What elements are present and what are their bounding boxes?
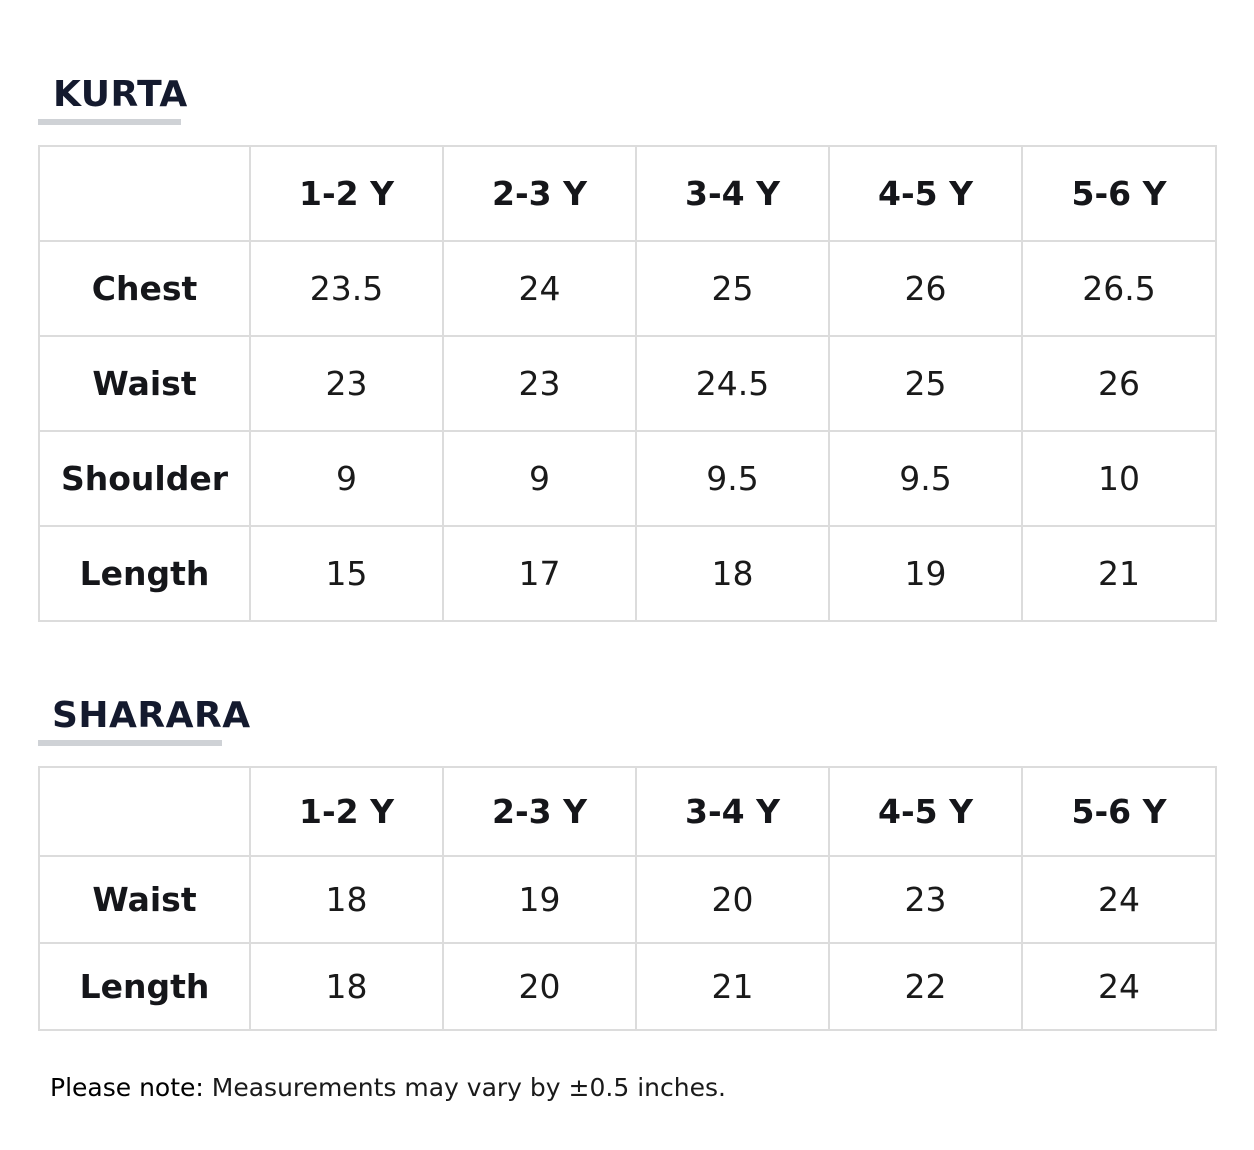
kurta-row-label: Waist xyxy=(39,336,250,431)
kurta-size-table xyxy=(38,145,1217,622)
sharara-size-header: 2-3 Y xyxy=(443,767,636,856)
kurta-header-row xyxy=(39,146,1216,241)
kurta-corner-cell xyxy=(39,146,250,241)
kurta-cell: 26 xyxy=(829,241,1022,336)
note-label: Please note: xyxy=(50,1073,204,1102)
kurta-title-underline xyxy=(38,119,181,125)
kurta-cell: 9 xyxy=(250,431,443,526)
kurta-cell: 15 xyxy=(250,526,443,621)
sharara-cell: 21 xyxy=(636,943,829,1030)
sharara-cell: 19 xyxy=(443,856,636,943)
sharara-cell: 18 xyxy=(250,856,443,943)
kurta-section-title: KURTA xyxy=(53,74,188,115)
kurta-cell: 19 xyxy=(829,526,1022,621)
kurta-cell: 10 xyxy=(1022,431,1216,526)
sharara-cell: 18 xyxy=(250,943,443,1030)
kurta-cell: 18 xyxy=(636,526,829,621)
kurta-cell: 23 xyxy=(443,336,636,431)
sharara-title-underline xyxy=(38,740,222,746)
kurta-cell: 24.5 xyxy=(636,336,829,431)
kurta-row-label: Shoulder xyxy=(39,431,250,526)
kurta-cell: 23 xyxy=(250,336,443,431)
kurta-row-chest xyxy=(39,241,1216,336)
note-text: Measurements may vary by ±0.5 inches. xyxy=(203,1073,726,1102)
kurta-size-header: 4-5 Y xyxy=(829,146,1022,241)
sharara-section-title: SHARARA xyxy=(52,695,251,736)
kurta-size-header: 1-2 Y xyxy=(250,146,443,241)
kurta-cell: 24 xyxy=(443,241,636,336)
sharara-size-header: 5-6 Y xyxy=(1022,767,1216,856)
kurta-row-label: Length xyxy=(39,526,250,621)
sharara-row-label: Waist xyxy=(39,856,250,943)
kurta-cell: 26.5 xyxy=(1022,241,1216,336)
sharara-size-header: 4-5 Y xyxy=(829,767,1022,856)
kurta-cell: 9 xyxy=(443,431,636,526)
sharara-cell: 20 xyxy=(443,943,636,1030)
sharara-cell: 24 xyxy=(1022,943,1216,1030)
kurta-cell: 9.5 xyxy=(636,431,829,526)
sharara-row-length xyxy=(39,943,1216,1030)
sharara-cell: 24 xyxy=(1022,856,1216,943)
kurta-row-label: Chest xyxy=(39,241,250,336)
sharara-size-header: 3-4 Y xyxy=(636,767,829,856)
sharara-cell: 22 xyxy=(829,943,1022,1030)
kurta-cell: 23.5 xyxy=(250,241,443,336)
kurta-size-header: 2-3 Y xyxy=(443,146,636,241)
kurta-cell: 9.5 xyxy=(829,431,1022,526)
sharara-cell: 20 xyxy=(636,856,829,943)
kurta-cell: 25 xyxy=(636,241,829,336)
sharara-cell: 23 xyxy=(829,856,1022,943)
kurta-cell: 25 xyxy=(829,336,1022,431)
sharara-size-table xyxy=(38,766,1217,1031)
measurement-note xyxy=(50,1073,726,1102)
sharara-corner-cell xyxy=(39,767,250,856)
kurta-row-length xyxy=(39,526,1216,621)
kurta-cell: 21 xyxy=(1022,526,1216,621)
kurta-cell: 17 xyxy=(443,526,636,621)
sharara-row-waist xyxy=(39,856,1216,943)
kurta-row-shoulder xyxy=(39,431,1216,526)
kurta-size-header: 3-4 Y xyxy=(636,146,829,241)
sharara-header-row xyxy=(39,767,1216,856)
kurta-size-header: 5-6 Y xyxy=(1022,146,1216,241)
sharara-row-label: Length xyxy=(39,943,250,1030)
kurta-cell: 26 xyxy=(1022,336,1216,431)
sharara-size-header: 1-2 Y xyxy=(250,767,443,856)
kurta-row-waist xyxy=(39,336,1216,431)
